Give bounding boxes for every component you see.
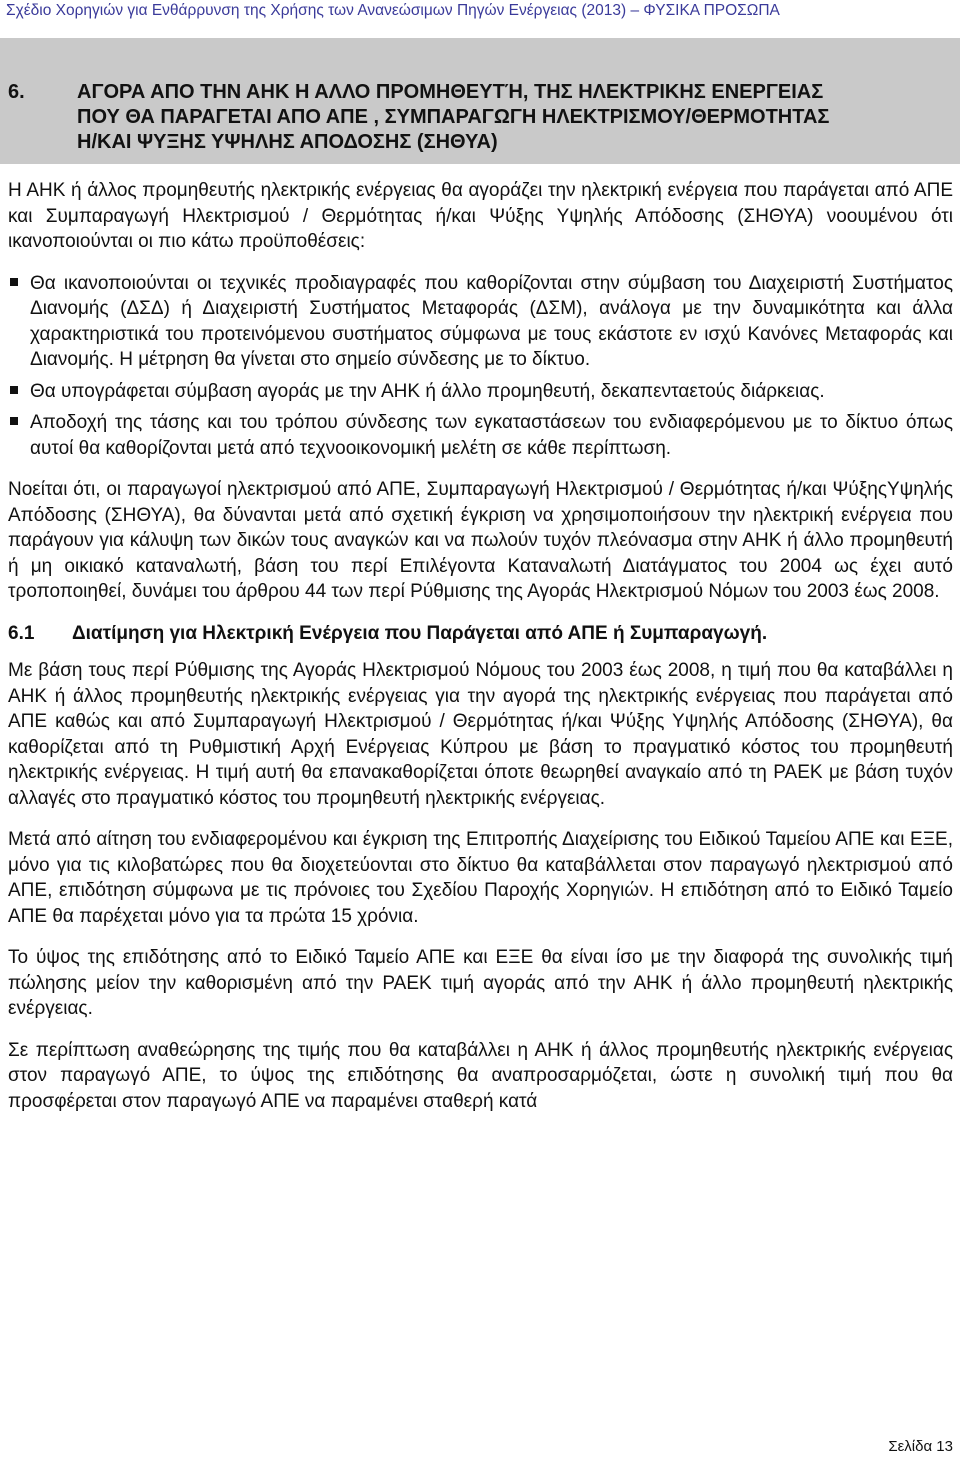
document-body <box>8 178 953 1130</box>
section-heading <box>8 80 953 155</box>
running-header: Σχέδιο Χορηγιών για Ενθάρρυνση της Χρήσης των Ανανεώσιμων Πηγών Ενέργειας (2013) – ΦΥΣΙΚΑ ΠΡΟΣΩΠΑ <box>6 2 780 19</box>
subsection-number: 6.1 <box>8 622 35 644</box>
section-number: 6. <box>8 81 25 103</box>
section-title <box>77 80 953 155</box>
list-item-text: Θα ικανοποιούνται οι τεχνικές προδιαγραφές που καθορίζονται στην σύμβαση του Διαχειριστή Συστήματος Διανομής (ΔΣΔ) ή Διαχειριστή Συστήματος Μεταφοράς (ΔΣΜ), ανάλογα με την δυναμικότητα και άλλα χαρακτηριστικά του προτεινόμενου συστήματος σύμφωνα με τους εκάστοτε εν ισχύ Κανόνες Μεταφοράς και Διανομής. Η μέτρηση θα γίνεται στο σημείο σύνδεσης με το δίκτυο. <box>30 272 953 370</box>
conditions-list <box>8 271 953 462</box>
subsection-title: Διατίμηση για Ηλεκτρική Ενέργεια που Παράγεται από ΑΠΕ ή Συμπαραγωγή. <box>72 622 768 644</box>
paragraph: Σε περίπτωση αναθεώρησης της τιμής που θα καταβάλλει η ΑΗΚ ή άλλος προμηθευτής ηλεκτρικής ενέργειας στον παραγωγό ΑΠΕ, το ύψος της επιδότησης θα αναπροσαρμόζεται, ώστε η συνολική τιμή που θα προσφέρεται στον παραγωγό ΑΠΕ να παραμένει σταθερή κατά <box>8 1039 953 1112</box>
list-item-text: Αποδοχή της τάσης και του τρόπου σύνδεσης των εγκαταστάσεων του ενδιαφερόμενου με το δίκτυο όπως αυτοί θα καθορίζονται μετά από τεχνοοικονομική μελέτη σε κάθε περίπτωση. <box>30 412 953 459</box>
paragraph: Μετά από αίτηση του ενδιαφερομένου και έγκριση της Επιτροπής Διαχείρισης του Ειδικού Ταμείου ΑΠΕ και ΕΞΕ, μόνο για τις κιλοβατώρες που θα διοχετεύονται στο δίκτυο θα καταβάλλεται στον παραγωγό ηλεκτρισμού από ΑΠΕ, επιδότηση σύμφωνα με τις πρόνοιες του Σχεδίου Παροχής Χορηγιών. Η επιδότηση από το Ειδικό Ταμείο ΑΠΕ θα παρέχεται μόνο για τα πρώτα 15 χρόνια. <box>8 829 953 927</box>
list-item-text: Θα υπογράφεται σύμβαση αγοράς με την ΑΗΚ ή άλλο προμηθευτή, δεκαπενταετούς διάρκειας. <box>30 380 825 402</box>
section-title-line: ΑΓΟΡΑ ΑΠΟ ΤΗΝ ΑΗΚ Η ΑΛΛΟ ΠΡΟΜΗΘΕΥΤΉ, ΤΗΣ ΗΛΕΚΤΡΙΚΗΣ ΕΝΕΡΓΕΙΑΣ <box>77 81 824 103</box>
list-item <box>8 379 953 405</box>
note-paragraph: Νοείται ότι, οι παραγωγοί ηλεκτρισμού από ΑΠΕ, Συμπαραγωγή Ηλεκτρισμού / Θερμότητας ή/και ΨύξηςΥψηλής Απόδοσης (ΣΗΘΥΑ), θα δύνανται μετά από σχετική έγκριση να χρησιμοποιήσουν την ηλεκτρική ενέργεια που παράγουν για κάλυψη των δικών τους αναγκών και να πωλούν τυχόν πλεόνασμα στην ΑΗΚ ή άλλο προμηθευτή ή μη οικιακό καταναλωτή, βάση του περί Επιλέγοντα Καταναλωτή Διατάγματος του 2004 ως έχει αυτό τροποποιηθεί, δυνάμει του άρθρου 44 των περί Ρύθμισης της Αγοράς Ηλεκτρισμού Νόμων του 2003 έως 2008. <box>8 479 953 602</box>
section-title-line: ΠΟΥ ΘΑ ΠΑΡΑΓΕΤΑΙ ΑΠΟ ΑΠΕ , ΣΥΜΠΑΡΑΓΩΓΗ ΗΛΕΚΤΡΙΣΜΟΥ/ΘΕΡΜΟΤΗΤΑΣ <box>77 106 830 128</box>
list-item <box>8 410 953 461</box>
paragraph: Το ύψος της επιδότησης από το Ειδικό Ταμείο ΑΠΕ και ΕΞΕ θα είναι ίσο με την διαφορά της συνολικής τιμή πώλησης μείον την καθορισμένη από την ΡΑΕΚ τιμή αγοράς από την ΑΗΚ ή άλλο προμηθευτή ηλεκτρικής ενέργειας. <box>8 947 953 1019</box>
intro-paragraph: Η ΑΗΚ ή άλλος προμηθευτής ηλεκτρικής ενέργειας θα αγοράζει την ηλεκτρική ενέργεια που παράγεται από ΑΠΕ και Συμπαραγωγή Ηλεκτρισμού / Θερμότητας ή/και Ψύξης Υψηλής Απόδοσης (ΣΗΘΥΑ) νοουμένου ότι ικανοποιούνται οι πιο κάτω προϋποθέσεις: <box>8 180 953 252</box>
page-number: Σελίδα 13 <box>888 1438 953 1455</box>
square-bullet-icon <box>10 417 18 425</box>
section-title-line: Η/ΚΑΙ ΨΥΞΗΣ ΥΨΗΛΗΣ ΑΠΟΔΟΣΗΣ (ΣΗΘΥΑ) <box>77 131 498 153</box>
square-bullet-icon <box>10 386 18 394</box>
list-item <box>8 271 953 373</box>
subsection-heading <box>8 621 953 647</box>
paragraph: Με βάση τους περί Ρύθμισης της Αγοράς Ηλεκτρισμού Νόμους του 2003 έως 2008, η τιμή που θα καταβάλλει η ΑΗΚ ή άλλος προμηθευτής ηλεκτρικής ενέργειας για την αγορά της ηλεκτρικής ενέργειας που παράγεται από ΑΠΕ καθώς και από Συμπαραγωγή Ηλεκτρισμού / Θερμότητας ή/και Ψύξης Υψηλής Απόδοσης (ΣΗΘΥΑ), θα καθορίζεται από τη Ρυθμιστική Αρχή Ενέργειας Κύπρου με βάση το πραγματικό κόστος του προμηθευτή ηλεκτρικής ενέργειας. Η τιμή αυτή θα επανακαθορίζεται όποτε θεωρηθεί αναγκαίο από τη ΡΑΕΚ με βάση τυχόν αλλαγές στο πραγματικό κόστος του προμηθευτή ηλεκτρικής ενέργειας. <box>8 660 953 809</box>
square-bullet-icon <box>10 278 18 286</box>
